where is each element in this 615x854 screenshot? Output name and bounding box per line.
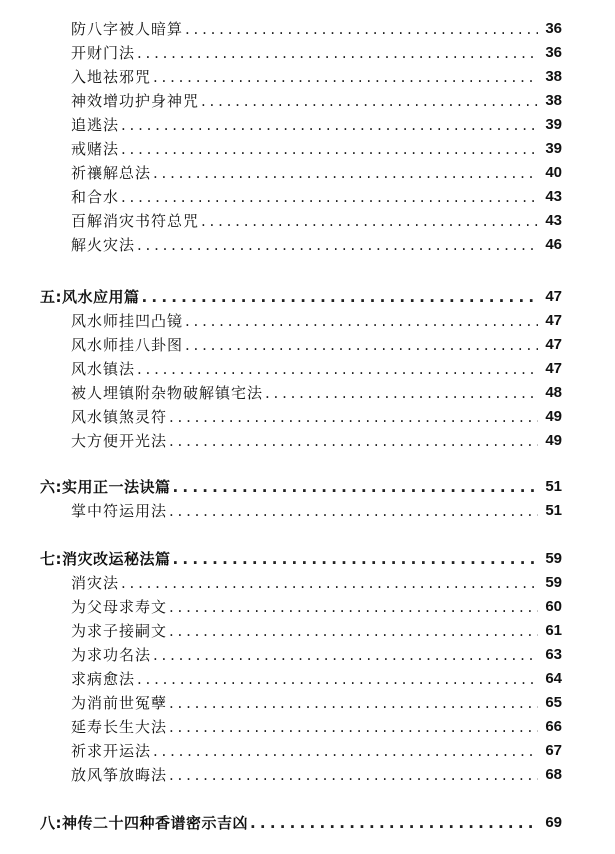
toc-page-number: 66	[545, 718, 562, 735]
toc-page-number: 51	[545, 478, 562, 495]
toc-entry-title: 消灾法	[71, 574, 120, 592]
dot-leader	[153, 164, 538, 182]
toc-entry-title: 百解消灾书符总咒	[71, 212, 200, 230]
toc-entry-row[interactable]	[71, 16, 562, 38]
toc-entry-title: 神效增功护身神咒	[71, 92, 200, 110]
toc-entry-row[interactable]	[71, 380, 562, 402]
toc-page-number: 36	[545, 20, 562, 37]
toc-entry-title: 祈禳解总法	[71, 164, 152, 182]
toc-section-title: 六:实用正一法诀篇	[40, 478, 171, 496]
toc-entry-row[interactable]	[71, 428, 562, 450]
toc-page-number: 65	[545, 694, 562, 711]
toc-entry-row[interactable]	[71, 570, 562, 592]
dot-leader	[153, 646, 538, 664]
dot-leader	[137, 44, 538, 62]
toc-page-number: 47	[545, 312, 562, 329]
toc-entry-row[interactable]	[71, 332, 562, 354]
dot-leader	[185, 336, 538, 354]
toc-entry-title: 为求子接嗣文	[71, 622, 168, 640]
dot-leader	[173, 550, 539, 568]
dot-leader	[121, 116, 538, 134]
toc-entry-row[interactable]	[71, 738, 562, 760]
dot-leader	[201, 212, 538, 230]
toc-section-row[interactable]	[40, 474, 562, 496]
dot-leader	[185, 312, 538, 330]
toc-page-number: 59	[545, 550, 562, 567]
toc-page-number: 63	[545, 646, 562, 663]
toc-page-number: 60	[545, 598, 562, 615]
toc-page-number: 68	[545, 766, 562, 783]
toc-section-title: 七:消灾改运秘法篇	[40, 550, 171, 568]
toc-entry-row[interactable]	[71, 112, 562, 134]
toc-entry-row[interactable]	[71, 232, 562, 254]
toc-entry-title: 和合水	[71, 188, 120, 206]
toc-entry-title: 风水师挂八卦图	[71, 336, 184, 354]
toc-page-number: 43	[545, 212, 562, 229]
dot-leader	[201, 92, 538, 110]
toc-entry-title: 风水镇煞灵符	[71, 408, 168, 426]
toc-section-row[interactable]	[40, 810, 562, 832]
toc-page-number: 38	[545, 68, 562, 85]
toc-entry-title: 为消前世冤孽	[71, 694, 168, 712]
toc-page-number: 40	[545, 164, 562, 181]
toc-section-title: 八:神传二十四种香谱密示吉凶	[40, 814, 248, 832]
toc-page-number: 61	[545, 622, 562, 639]
dot-leader	[137, 670, 538, 688]
toc-entry-row[interactable]	[71, 160, 562, 182]
toc-entry-title: 开财门法	[71, 44, 136, 62]
dot-leader	[121, 188, 538, 206]
dot-leader	[121, 140, 538, 158]
dot-leader	[250, 814, 538, 832]
toc-page-number: 46	[545, 236, 562, 253]
toc-section-title: 五:风水应用篇	[40, 288, 140, 306]
toc-entry-title: 风水镇法	[71, 360, 136, 378]
toc-page-number: 69	[545, 814, 562, 831]
toc-entry-row[interactable]	[71, 208, 562, 230]
toc-entry-title: 为父母求寿文	[71, 598, 168, 616]
toc-entry-title: 追逃法	[71, 116, 120, 134]
toc-entry-row[interactable]	[71, 88, 562, 110]
dot-leader	[169, 622, 538, 640]
toc-page-number: 48	[545, 384, 562, 401]
toc-page-number: 51	[545, 502, 562, 519]
toc-entry-row[interactable]	[71, 762, 562, 784]
dot-leader	[169, 502, 538, 520]
toc-page-number: 67	[545, 742, 562, 759]
toc-entry-title: 戒赌法	[71, 140, 120, 158]
toc-entry-title: 掌中符运用法	[71, 502, 168, 520]
toc-section-row[interactable]	[40, 284, 562, 306]
dot-leader	[173, 478, 539, 496]
dot-leader	[169, 432, 538, 450]
toc-entry-title: 祈求开运法	[71, 742, 152, 760]
toc-entry-row[interactable]	[71, 308, 562, 330]
dot-leader	[185, 20, 538, 38]
dot-leader	[169, 766, 538, 784]
toc-page-number: 47	[545, 336, 562, 353]
toc-entry-title: 求病愈法	[71, 670, 136, 688]
toc-page-number: 38	[545, 92, 562, 109]
toc-entry-row[interactable]	[71, 594, 562, 616]
toc-page-number: 49	[545, 408, 562, 425]
toc-page-number: 59	[545, 574, 562, 591]
toc-entry-title: 被人埋镇附杂物破解镇宅法	[71, 384, 264, 402]
dot-leader	[169, 694, 538, 712]
toc-entry-row[interactable]	[71, 356, 562, 378]
toc-entry-title: 延寿长生大法	[71, 718, 168, 736]
toc-entry-row[interactable]	[71, 184, 562, 206]
toc-page-number: 47	[545, 360, 562, 377]
toc-entry-row[interactable]	[71, 714, 562, 736]
toc-page-number: 43	[545, 188, 562, 205]
toc-entry-title: 大方便开光法	[71, 432, 168, 450]
dot-leader	[169, 598, 538, 616]
dot-leader	[121, 574, 538, 592]
toc-entry-row[interactable]	[71, 618, 562, 640]
toc-entry-title: 解火灾法	[71, 236, 136, 254]
dot-leader	[137, 360, 538, 378]
dot-leader	[169, 718, 538, 736]
toc-entry-row[interactable]	[71, 136, 562, 158]
toc-entry-row[interactable]	[71, 64, 562, 86]
toc-entry-title: 入地祛邪咒	[71, 68, 152, 86]
toc-entry-row[interactable]	[71, 40, 562, 62]
toc-entry-row[interactable]	[71, 404, 562, 426]
dot-leader	[142, 288, 539, 306]
toc-entry-row[interactable]	[71, 498, 562, 520]
dot-leader	[153, 68, 538, 86]
toc-page-number: 47	[545, 288, 562, 305]
toc-section-row[interactable]	[40, 546, 562, 568]
toc-page-number: 49	[545, 432, 562, 449]
toc-entry-row[interactable]	[71, 690, 562, 712]
toc-page-number: 39	[545, 140, 562, 157]
toc-page-number: 64	[545, 670, 562, 687]
toc-entry-title: 防八字被人暗算	[71, 20, 184, 38]
dot-leader	[153, 742, 538, 760]
toc-entry-row[interactable]	[71, 642, 562, 664]
toc-entry-title: 为求功名法	[71, 646, 152, 664]
toc-entry-title: 放风筝放晦法	[71, 766, 168, 784]
toc-entry-title: 风水师挂凹凸镜	[71, 312, 184, 330]
dot-leader	[265, 384, 538, 402]
toc-page-number: 39	[545, 116, 562, 133]
dot-leader	[137, 236, 538, 254]
toc-page-number: 36	[545, 44, 562, 61]
dot-leader	[169, 408, 538, 426]
toc-entry-row[interactable]	[71, 666, 562, 688]
